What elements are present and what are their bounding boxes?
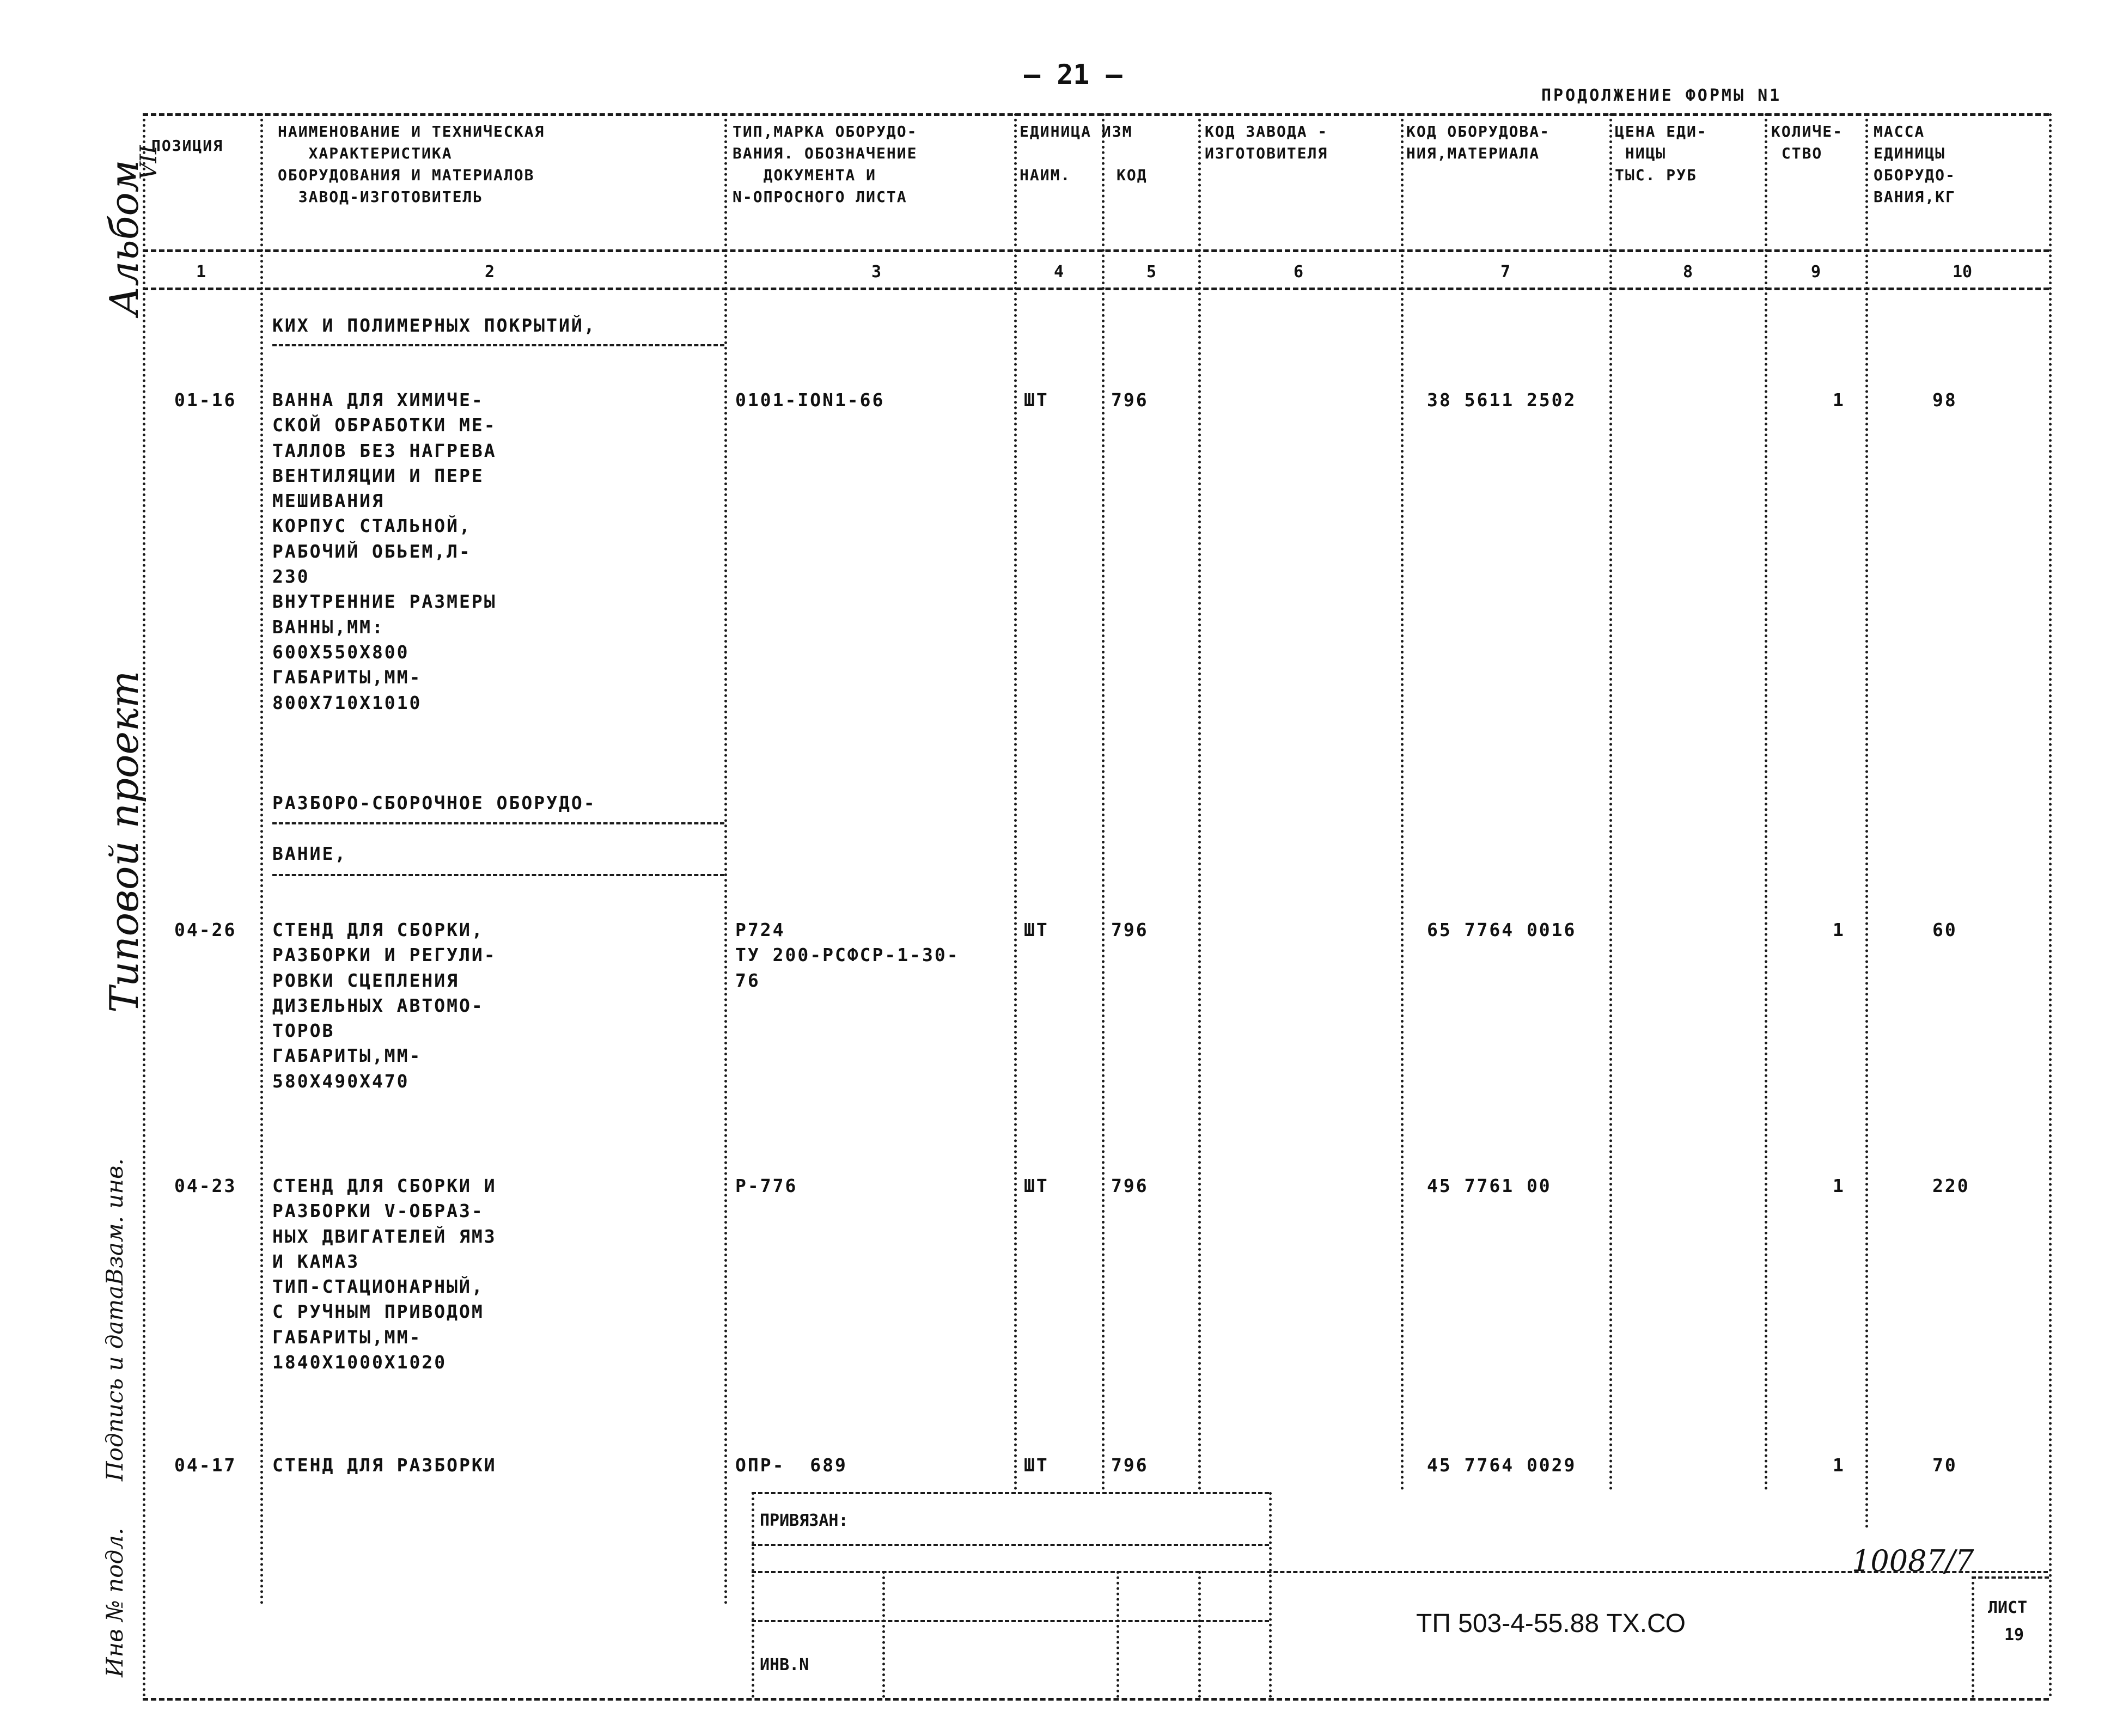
row-mass: 60 xyxy=(1932,919,1957,940)
row-type: Р724 ТУ 200-РСФСР-1-30- 76 xyxy=(735,919,960,991)
row-mass: 70 xyxy=(1932,1454,1957,1476)
table-top-rule xyxy=(143,113,2049,116)
sheet-number: 19 xyxy=(2004,1625,2024,1645)
inventory-number-label: Инв № подл. xyxy=(101,1527,128,1677)
replaces-label: Взам. инв. xyxy=(101,1158,128,1285)
document-code: ТП 503-4-55.88 ТХ.СО xyxy=(1416,1609,1686,1638)
stamp-inventory-label: ИНВ.N xyxy=(760,1655,809,1674)
stamp-rule xyxy=(752,1544,1269,1546)
row-unit: ШТ xyxy=(1024,1175,1049,1196)
row-mass: 220 xyxy=(1932,1175,1970,1196)
column-number-3: 3 xyxy=(871,262,882,282)
header-unit-mass: МАССА ЕДИНИЦЫ ОБОРУДО- ВАНИЯ,КГ xyxy=(1874,123,1956,206)
column-number-10: 10 xyxy=(1953,262,1973,282)
row-type: ОПР- 689 xyxy=(735,1454,847,1476)
row-unit-code: 796 xyxy=(1111,389,1149,411)
page-number: – 21 – xyxy=(1024,59,1122,90)
section-underline xyxy=(272,344,724,346)
header-unit: ЕДИНИЦА ИЗМ xyxy=(1020,123,1133,140)
col-sep-1 xyxy=(260,113,263,1605)
row-name: КИХ И ПОЛИМЕРНЫХ ПОКРЫТИЙ, xyxy=(272,315,596,336)
row-position: 01-16 xyxy=(174,389,237,411)
col-sep-left xyxy=(143,113,145,1698)
header-bottom-rule xyxy=(143,249,2049,252)
col-sep-5 xyxy=(1198,113,1201,1491)
row-name: РАЗБОРО-СБОРОЧНОЕ ОБОРУДО- xyxy=(272,792,596,814)
row-unit-code: 796 xyxy=(1111,919,1149,940)
col-sep-4 xyxy=(1102,113,1105,1491)
stamp-divider xyxy=(882,1571,885,1698)
row-unit: ШТ xyxy=(1024,1454,1049,1476)
row-equipment-code: 38 5611 2502 xyxy=(1427,389,1577,411)
row-quantity: 1 xyxy=(1833,389,1845,411)
row-type: 0101-ION1-66 xyxy=(735,389,885,411)
column-number-7: 7 xyxy=(1500,262,1511,282)
row-name: СТЕНД ДЛЯ СБОРКИ И РАЗБОРКИ V-ОБРАЗ- НЫХ ДВИГАТЕЛЕЙ ЯМЗ И КАМАЗ ТИП-СТАЦИОНАРНЫЙ, С РУЧНЫМ ПРИВОДОМ ГАБАРИТЫ,ММ- 1840Х1000Х1020 xyxy=(272,1175,497,1373)
col-sep-3 xyxy=(1014,113,1017,1491)
stamp-border-right xyxy=(1269,1492,1272,1698)
signature-date-label: Подпись и дата xyxy=(101,1285,128,1481)
row-position: 04-17 xyxy=(174,1454,237,1476)
col-sep-9 xyxy=(1865,113,1868,1529)
column-number-4: 4 xyxy=(1054,262,1064,282)
row-name: СТЕНД ДЛЯ СБОРКИ, РАЗБОРКИ И РЕГУЛИ- РОВКИ СЦЕПЛЕНИЯ ДИЗЕЛЬНЫХ АВТОМО- ТОРОВ ГАБАРИТЫ,ММ- 580Х490Х470 xyxy=(272,919,497,1092)
row-unit: ШТ xyxy=(1024,389,1049,411)
row-unit: ШТ xyxy=(1024,919,1049,940)
row-unit-code: 796 xyxy=(1111,1454,1149,1476)
stamp-divider xyxy=(1117,1571,1119,1698)
row-equipment-code: 65 7764 0016 xyxy=(1427,919,1577,940)
row-name: СТЕНД ДЛЯ РАЗБОРКИ xyxy=(272,1454,497,1476)
column-number-8: 8 xyxy=(1683,262,1693,282)
col-sep-8 xyxy=(1765,113,1767,1491)
stamp-rule xyxy=(752,1620,1269,1622)
row-quantity: 1 xyxy=(1833,919,1845,940)
sheet-box-border xyxy=(1972,1576,1974,1698)
row-equipment-code: 45 7761 00 xyxy=(1427,1175,1552,1196)
header-quantity: КОЛИЧЕ- СТВО xyxy=(1771,123,1844,162)
header-equipment-code: КОД ОБОРУДОВА- НИЯ,МАТЕРИАЛА xyxy=(1406,123,1551,162)
row-unit-code: 796 xyxy=(1111,1175,1149,1196)
col-sep-2 xyxy=(724,113,727,1605)
row-position: 04-26 xyxy=(174,919,237,940)
column-number-2: 2 xyxy=(485,262,495,282)
column-number-6: 6 xyxy=(1294,262,1304,282)
row-quantity: 1 xyxy=(1833,1454,1845,1476)
col-sep-6 xyxy=(1401,113,1404,1491)
header-name-description: НАИМЕНОВАНИЕ И ТЕХНИЧЕСКАЯ ХАРАКТЕРИСТИКА ОБОРУДОВАНИЯ И МАТЕРИАЛОВ ЗАВОД-ИЗГОТОВИТЕЛЬ xyxy=(278,123,545,206)
column-number-5: 5 xyxy=(1146,262,1157,282)
section-underline xyxy=(272,874,724,876)
album-number-label: VII xyxy=(135,145,162,180)
col-sep-right xyxy=(2049,113,2052,1698)
stamp-attached-label: ПРИВЯЗАН: xyxy=(760,1511,849,1530)
row-type: Р-776 xyxy=(735,1175,798,1196)
row-position: 04-23 xyxy=(174,1175,237,1196)
column-number-1: 1 xyxy=(196,262,206,282)
sheet-label: ЛИСТ xyxy=(1988,1598,2028,1617)
column-number-rule xyxy=(143,288,2049,290)
table-bottom-rule xyxy=(143,1698,2049,1701)
column-number-9: 9 xyxy=(1811,262,1821,282)
handwritten-number: 10087/7 xyxy=(1852,1544,1974,1578)
col-sep-7 xyxy=(1609,113,1612,1491)
album-label: Альбом xyxy=(101,160,147,316)
row-name: ВАННА ДЛЯ ХИМИЧЕ- СКОЙ ОБРАБОТКИ МЕ- ТАЛЛОВ БЕЗ НАГРЕВА ВЕНТИЛЯЦИИ И ПЕРЕ МЕШИВАНИЯ КОРПУС СТАЛЬНОЙ, РАБОЧИЙ ОБЬЕМ,Л- 230 ВНУТРЕННИЕ РАЗМЕРЫ ВАННЫ,ММ: 600Х550Х800 ГАБАРИТЫ,ММ- 800Х710Х1010 xyxy=(272,389,497,713)
header-type-mark: ТИП,МАРКА ОБОРУДО- ВАНИЯ. ОБОЗНАЧЕНИЕ ДОКУМЕНТА И N-ОПРОСНОГО ЛИСТА xyxy=(733,123,918,206)
header-position: ПОЗИЦИЯ xyxy=(151,137,224,155)
stamp-divider xyxy=(1198,1571,1201,1698)
header-unit-name: НАИМ. xyxy=(1020,166,1071,184)
header-factory-code: КОД ЗАВОДА - ИЗГОТОВИТЕЛЯ xyxy=(1205,123,1328,162)
sheet-box-rule xyxy=(1972,1576,2049,1579)
form-continuation-title: ПРОДОЛЖЕНИЕ ФОРМЫ N1 xyxy=(1541,86,1782,105)
header-unit-price: ЦЕНА ЕДИ- НИЦЫ ТЫС. РУБ xyxy=(1615,123,1707,184)
row-equipment-code: 45 7764 0029 xyxy=(1427,1454,1577,1476)
section-underline xyxy=(272,822,724,824)
stamp-border-left xyxy=(752,1492,754,1698)
row-quantity: 1 xyxy=(1833,1175,1845,1196)
row-mass: 98 xyxy=(1932,389,1957,411)
stamp-rule xyxy=(752,1492,1269,1494)
row-name: ВАНИЕ, xyxy=(272,843,347,864)
header-unit-code: КОД xyxy=(1117,166,1148,184)
project-label: Типовой проект xyxy=(101,670,147,1013)
